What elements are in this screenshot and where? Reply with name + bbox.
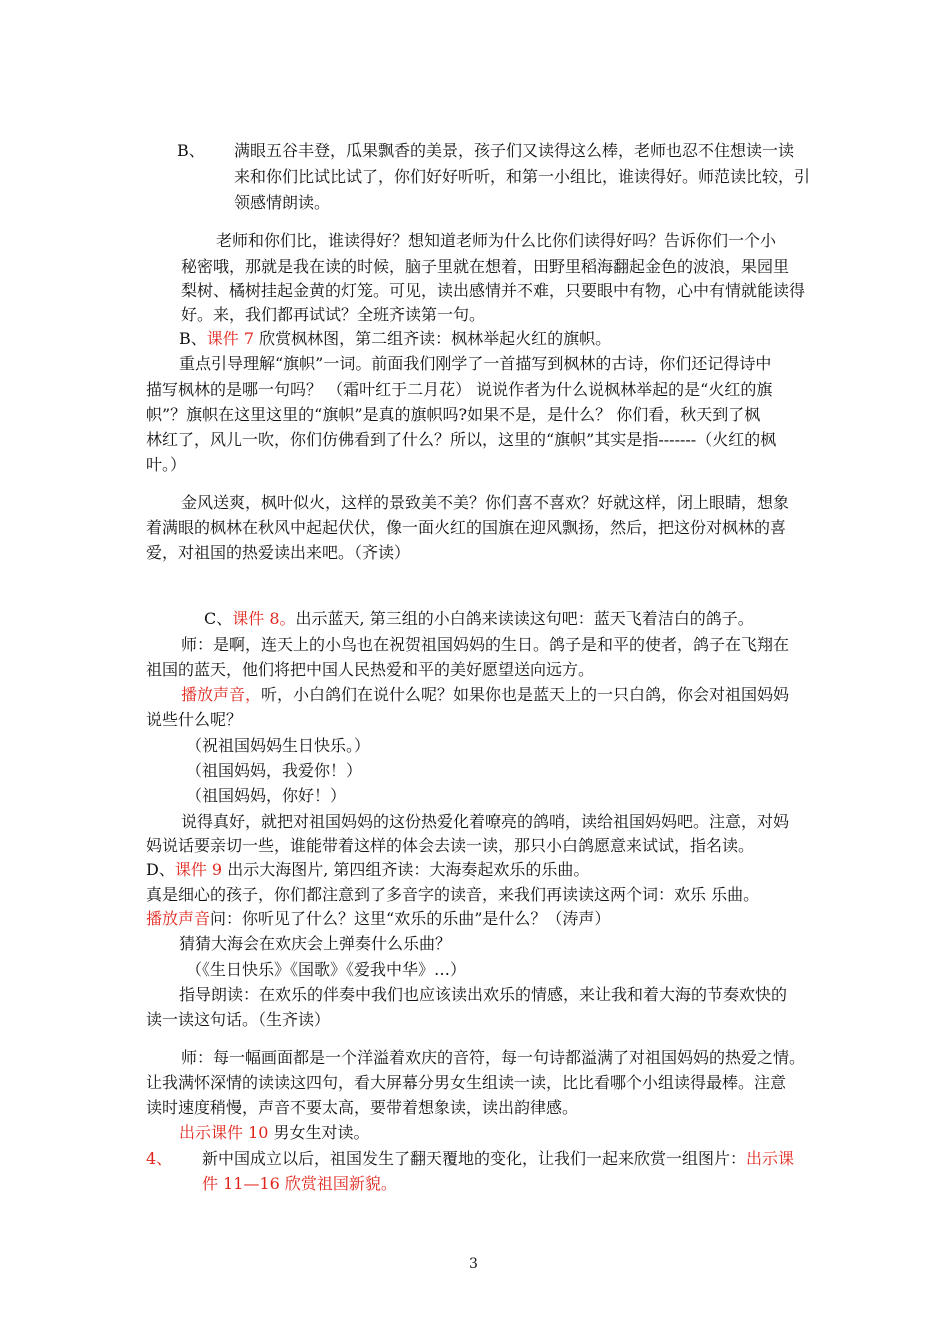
answer-line: （祝祖国妈妈生日快乐。） xyxy=(186,736,371,755)
paragraph-line: 出示课件 10 男女生对读。 xyxy=(179,1123,370,1142)
paragraph-line: 重点引导理解“旗帜”一词。前面我们刚学了一首描写到枫林的古诗，你们还记得诗中 xyxy=(179,354,772,373)
section-c-heading: C、课件 8。出示蓝天, 第三组的小白鸽来读读这句吧：蓝天飞着洁白的鸽子。 xyxy=(204,609,754,628)
paragraph-line: 满眼五谷丰登，瓜果飘香的美景，孩子们又读得这么棒，老师也忍不住想读一读 xyxy=(234,141,795,160)
paragraph-line: 老师和你们比，谁读得好？想知道老师为什么比你们读得好吗？告诉你们一个小 xyxy=(216,231,777,250)
item-label-b: B、 xyxy=(177,141,205,160)
courseware-label: 课件 7 xyxy=(206,329,255,348)
answer-line: （祖国妈妈，我爱你！） xyxy=(186,761,363,780)
paragraph-line: 祖国的蓝天，他们将把中国人民热爱和平的美好愿望送向远方。 xyxy=(146,660,595,679)
paragraph-line: 真是细心的孩子，你们都注意到了多音字的读音，来我们再读读这两个词：欢乐 乐曲。 xyxy=(146,885,760,904)
paragraph-line: 读一读这句话。（生齐读） xyxy=(146,1010,331,1029)
courseware-label: 课件 9 xyxy=(174,860,223,879)
paragraph-line: 叶。） xyxy=(146,455,187,474)
page-number: 3 xyxy=(469,1256,478,1272)
paragraph-line: 妈说话要亲切一些，谁能带着这样的体会去读一读，那只小白鸽愿意来试试，指名读。 xyxy=(146,836,755,855)
section-d-heading: D、课件 9 出示大海图片, 第四组齐读：大海奏起欢乐的乐曲。 xyxy=(146,860,590,879)
paragraph-line: 着满眼的枫林在秋风中起起伏伏，像一面火红的国旗在迎风飘扬，然后，把这份对枫林的喜 xyxy=(146,518,787,537)
paragraph-line: 领感情朗读。 xyxy=(234,193,331,212)
paragraph-line: 帜”？旗帜在这里这里的“旗帜”是真的旗帜吗?如果不是，是什么？ 你们看，秋天到了枫 xyxy=(146,405,761,424)
paragraph-line: 猜猜大海会在欢庆会上弹奏什么乐曲？ xyxy=(179,934,452,953)
play-sound-label: 播放声音 xyxy=(146,909,211,928)
paragraph-line: 说些什么呢？ xyxy=(146,710,243,729)
play-sound-label: 播放声音， xyxy=(181,685,262,704)
courseware-label: 件 11—16 欣赏祖国新貌。 xyxy=(202,1174,397,1193)
paragraph-line: 说得真好，就把对祖国妈妈的这份热爱化着嘹亮的鸽哨，读给祖国妈妈吧。注意，对妈 xyxy=(181,812,790,831)
courseware-label: 出示课 xyxy=(746,1149,795,1168)
paragraph-line: 指导朗读：在欢乐的伴奏中我们也应该读出欢乐的情感，来让我和着大海的节奏欢快的 xyxy=(179,985,788,1004)
paragraph-line: 描写枫林的是哪一句吗？ （霜叶红于二月花） 说说作者为什么说枫林举起的是“火红的旗 xyxy=(146,380,773,399)
paragraph-line: 好。来，我们都再试试？全班齐读第一句。 xyxy=(181,305,486,324)
paragraph-line: 读时速度稍慢，声音不要太高，要带着想象读，读出韵律感。 xyxy=(146,1098,579,1117)
paragraph-line: 爱，对祖国的热爱读出来吧。（齐读） xyxy=(146,543,411,562)
paragraph-line: 来和你们比试比试了，你们好好听听，和第一小组比，谁读得好。师范读比较，引 xyxy=(234,167,811,186)
paragraph-line: 林红了，风儿一吹，你们仿佛看到了什么？所以，这里的“旗帜”其实是指-------（火红的枫 xyxy=(146,430,777,449)
section-b-heading: B、课件 7 欣赏枫林图，第二组齐读：枫林举起火红的旗帜。 xyxy=(179,329,612,348)
courseware-label: 课件 8。 xyxy=(232,609,296,628)
answer-line: （《生日快乐》《国歌》《爱我中华》…） xyxy=(186,960,467,979)
paragraph-line: 师：是啊，连天上的小鸟也在祝贺祖国妈妈的生日。鸽子是和平的使者，鸽子在飞翔在 xyxy=(181,635,790,654)
paragraph-line: 播放声音，听，小白鸽们在说什么呢？如果你也是蓝天上的一只白鸽，你会对祖国妈妈 xyxy=(181,685,790,704)
item-label-4: 4、 xyxy=(146,1149,173,1168)
paragraph-line: 梨树、橘树挂起金黄的灯笼。可见，读出感情并不难，只要眼中有物，心中有情就能读得 xyxy=(181,281,806,300)
paragraph-line: 播放声音问：你听见了什么？这里“欢乐的乐曲”是什么？（涛声） xyxy=(146,909,611,928)
courseware-label: 出示课件 10 xyxy=(179,1123,269,1142)
answer-line: （祖国妈妈，你好！） xyxy=(186,786,347,805)
paragraph-line: 师：每一幅画面都是一个洋溢着欢庆的音符，每一句诗都溢满了对祖国妈妈的热爱之情。 xyxy=(181,1048,806,1067)
paragraph-line: 让我满怀深情的读读这四句，看大屏幕分男女生组读一读，比比看哪个小组读得最棒。注意 xyxy=(146,1073,787,1092)
paragraph-line: 秘密哦，那就是我在读的时候，脑子里就在想着，田野里稻海翻起金色的波浪，果园里 xyxy=(181,257,790,276)
paragraph-line: 新中国成立以后，祖国发生了翻天覆地的变化，让我们一起来欣赏一组图片：出示课 xyxy=(202,1149,795,1168)
paragraph-line: 金风送爽，枫叶似火，这样的景致美不美？你们喜不喜欢？好就这样，闭上眼睛，想象 xyxy=(181,493,790,512)
